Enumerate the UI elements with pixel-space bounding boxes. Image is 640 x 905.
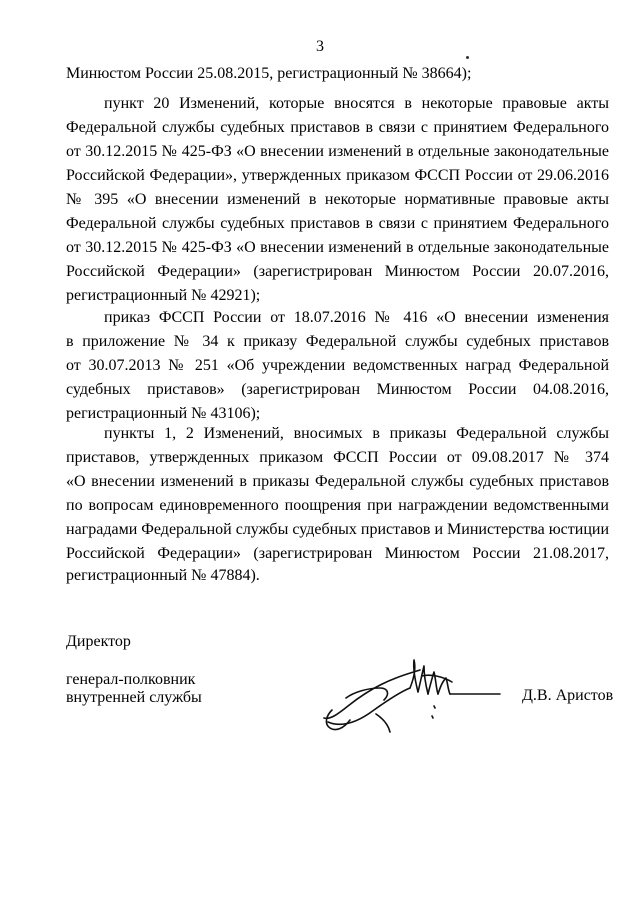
text-line-18: «О внесении изменений в приказы Федеральной службы судебных приставов xyxy=(66,473,609,490)
text-line-7: Федеральной службы судебных приставов в связи с принятием Федерального xyxy=(66,215,609,232)
text-line-17: приставов, утвержденных приказом ФССП России от 09.08.2017 № 374 xyxy=(66,449,609,466)
text-line-22: регистрационный № 47884). xyxy=(66,567,260,584)
text-line-15: регистрационный № 43106); xyxy=(66,405,261,422)
page-number: 3 xyxy=(316,38,324,55)
text-line-10: регистрационный № 42921); xyxy=(66,287,261,304)
text-line-14: судебных приставов» (зарегистрирован Минюстом России 04.08.2016, xyxy=(66,381,609,398)
signer-rank-line-1: генерал-полковник xyxy=(66,671,196,688)
text-line-5: Российской Федерации», утвержденных приказом ФССП России от 29.06.2016 xyxy=(66,167,609,184)
text-line-8: от 30.12.2015 № 425-ФЗ «О внесении изменений в отдельные законодательные xyxy=(66,239,609,256)
text-line-21: Российской Федерации» (зарегистрирован Минюстом России 21.08.2017, xyxy=(66,545,609,562)
handwritten-signature xyxy=(318,648,508,738)
text-line-16: пункты 1, 2 Изменений, вносимых в приказы Федеральной службы xyxy=(104,425,609,442)
scan-dot xyxy=(466,56,469,59)
text-line-4: от 30.12.2015 № 425-ФЗ «О внесении изменений в отдельные законодательные xyxy=(66,143,609,160)
text-line-13: от 30.07.2013 № 251 «Об учреждении ведомственных наград Федеральной xyxy=(66,357,609,374)
signer-rank-line-2: внутренней службы xyxy=(66,689,202,706)
text-line-19: по вопросам единовременного поощрения при награждении ведомственными xyxy=(66,497,609,514)
signer-title: Директор xyxy=(66,633,131,650)
text-line-3: Федеральной службы судебных приставов в связи с принятием Федерального xyxy=(66,119,609,136)
text-line-11: приказ ФССП России от 18.07.2016 № 416 «О внесении изменения xyxy=(104,309,609,326)
text-line-9: Российской Федерации» (зарегистрирован Минюстом России 20.07.2016, xyxy=(66,263,609,280)
text-line-12: в приложение № 34 к приказу Федеральной службы судебных приставов xyxy=(66,333,609,350)
signer-name: Д.В. Аристов xyxy=(522,687,614,704)
text-line-1: Минюстом России 25.08.2015, регистрационный № 38664); xyxy=(66,65,472,82)
text-line-6: № 395 «О внесении изменений в некоторые нормативные правовые акты xyxy=(66,191,609,208)
text-line-20: наградами Федеральной службы судебных приставов и Министерства юстиции xyxy=(66,521,609,538)
text-line-2: пункт 20 Изменений, которые вносятся в некоторые правовые акты xyxy=(104,95,609,112)
